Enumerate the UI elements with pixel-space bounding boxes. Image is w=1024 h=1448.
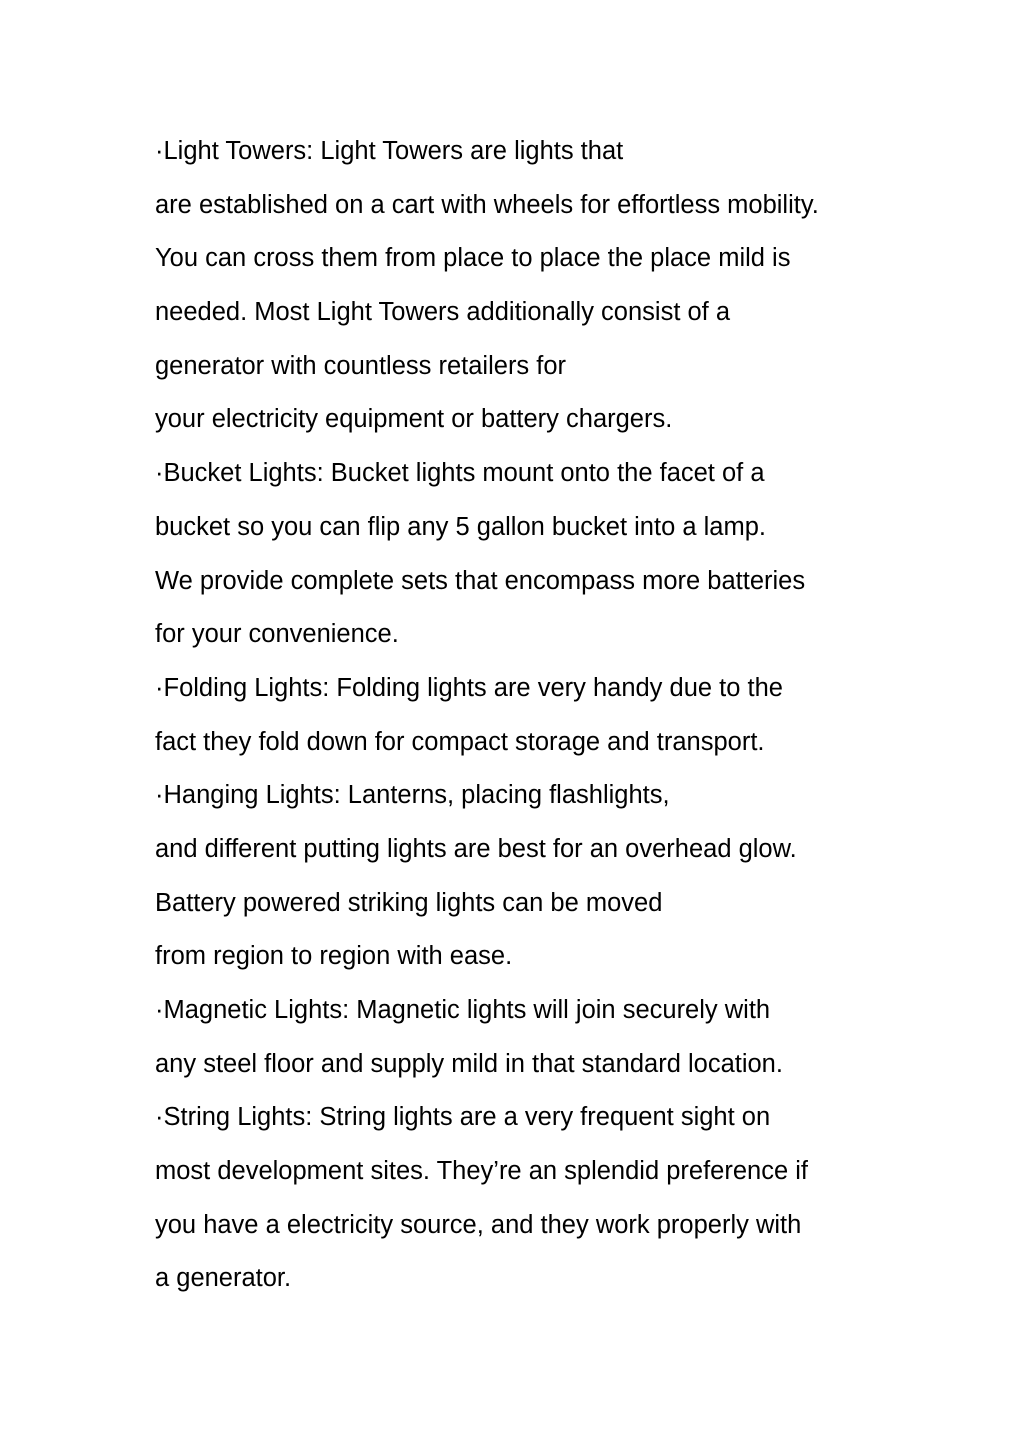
text-line: you have a electricity source, and they work properly with	[155, 1210, 802, 1239]
text-line: ·Hanging Lights: Lanterns, placing flashlights,	[155, 781, 670, 810]
text-line: ·Light Towers: Light Towers are lights that	[155, 137, 624, 165]
text-line: most development sites. They’re an splendid preference if	[155, 1157, 808, 1186]
text-line: your electricity equipment or battery chargers.	[155, 405, 673, 434]
text-line: for your convenience.	[155, 620, 399, 649]
text-line: ·Folding Lights: Folding lights are very handy due to the	[155, 673, 783, 702]
body-text	[155, 125, 915, 1306]
text-line: Battery powered striking lights can be moved	[155, 888, 663, 917]
text-line: a generator.	[155, 1264, 292, 1293]
text-line: and different putting lights are best for an overhead glow.	[155, 834, 797, 863]
text-line: fact they fold down for compact storage and transport.	[155, 727, 765, 756]
text-line: generator with countless retailers for	[155, 351, 567, 380]
text-line: are established on a cart with wheels for effortless mobility.	[155, 190, 819, 219]
text-line: ·String Lights: String lights are a very frequent sight on	[155, 1103, 771, 1132]
text-line: from region to region with ease.	[155, 942, 513, 971]
text-line: We provide complete sets that encompass more batteries	[155, 566, 806, 595]
text-line: bucket so you can flip any 5 gallon bucket into a lamp.	[155, 512, 766, 541]
text-line: ·Bucket Lights: Bucket lights mount onto the facet of a	[155, 459, 765, 488]
text-line: You can cross them from place to place the place mild is	[155, 244, 791, 273]
text-line: any steel floor and supply mild in that standard location.	[155, 1049, 783, 1078]
text-line: needed. Most Light Towers additionally consist of a	[155, 298, 731, 327]
text-line: ·Magnetic Lights: Magnetic lights will join securely with	[155, 996, 771, 1024]
